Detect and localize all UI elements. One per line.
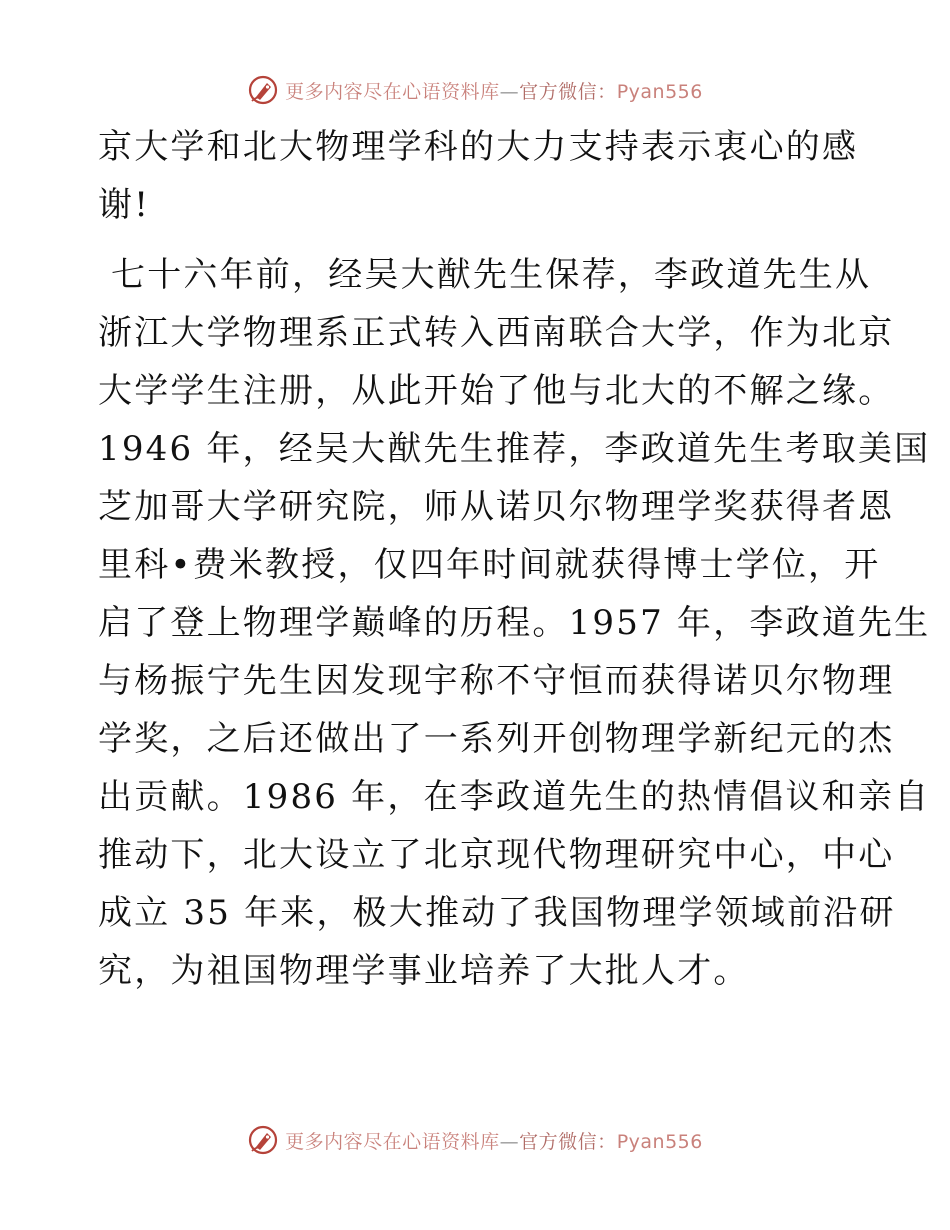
text-line: 与杨振宁先生因发现宇称不守恒而获得诺贝尔物理 bbox=[98, 661, 895, 701]
footer-watermark bbox=[0, 1120, 950, 1160]
text-line: 大学学生注册，从此开始了他与北大的不解之缘。 bbox=[98, 371, 895, 411]
text-line: 学奖，之后还做出了一系列开创物理学新纪元的杰 bbox=[98, 719, 895, 759]
text-line: 里科•费米教授，仅四年时间就获得博士学位，开 bbox=[98, 545, 881, 585]
watermark-text bbox=[285, 77, 703, 104]
paragraph-2 bbox=[98, 246, 931, 1000]
watermark-brand: 更多内容尽在心语资料库 bbox=[285, 1130, 500, 1153]
text-line: 七十六年前，经吴大猷先生保荐，李政道先生从 bbox=[98, 255, 872, 295]
text-line: 成立 35 年来，极大推动了我国物理学领域前沿研 bbox=[98, 893, 896, 933]
watermark-wechat-id: Pyan556 bbox=[616, 80, 703, 103]
paragraph-1 bbox=[98, 118, 858, 234]
header-watermark bbox=[0, 70, 950, 110]
watermark-wechat-label: 官方微信： bbox=[519, 80, 617, 103]
text-line: 浙江大学物理系正式转入西南联合大学，作为北京 bbox=[98, 313, 895, 353]
text-line: 推动下，北大设立了北京现代物理研究中心，中心 bbox=[98, 835, 895, 875]
pen-nib-logo-icon bbox=[247, 74, 279, 106]
watermark-wechat-id: Pyan556 bbox=[616, 1130, 703, 1153]
watermark-brand: 更多内容尽在心语资料库 bbox=[285, 80, 500, 103]
watermark-wechat-label: 官方微信： bbox=[519, 1130, 617, 1153]
watermark-separator: — bbox=[499, 80, 520, 103]
text-line: 谢! bbox=[98, 185, 151, 225]
watermark-separator: — bbox=[499, 1130, 520, 1153]
text-line: 出贡献。1986 年，在李政道先生的热情倡议和亲自 bbox=[98, 777, 931, 817]
text-line: 芝加哥大学研究院，师从诺贝尔物理学奖获得者恩 bbox=[98, 487, 895, 527]
text-line: 启了登上物理学巅峰的历程。1957 年，李政道先生 bbox=[98, 603, 931, 643]
pen-nib-logo-icon bbox=[247, 1124, 279, 1156]
text-line: 京大学和北大物理学科的大力支持表示衷心的感 bbox=[98, 127, 859, 167]
document-body bbox=[98, 118, 931, 1000]
text-line: 1946 年，经吴大猷先生推荐，李政道先生考取美国 bbox=[98, 429, 931, 469]
watermark-text bbox=[285, 1127, 703, 1154]
paragraph-spacer bbox=[98, 234, 858, 246]
text-line: 究，为祖国物理学事业培养了大批人才。 bbox=[98, 951, 750, 991]
